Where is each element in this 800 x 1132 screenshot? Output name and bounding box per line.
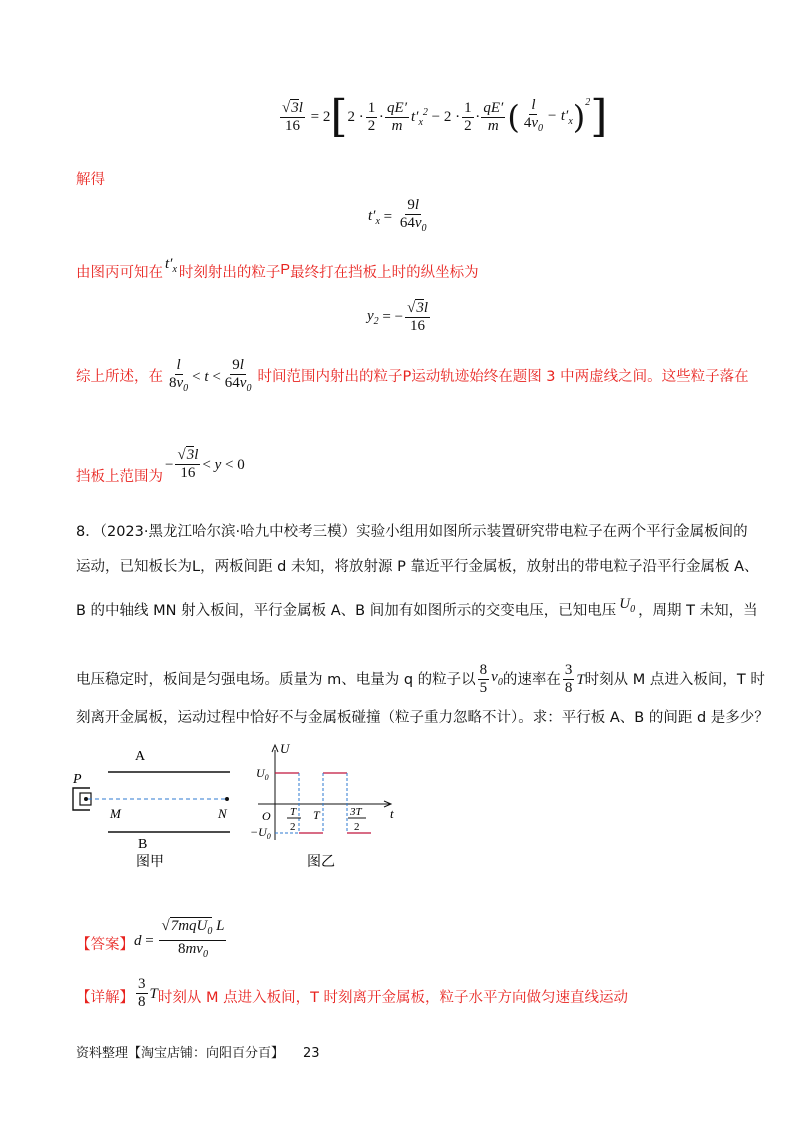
point-n-label: N <box>218 806 227 821</box>
figure-yi-caption: 图乙 <box>307 855 335 870</box>
summary-line: 综上所述，在 $\frac{l}{8v_0}$ < t < $\frac{9l}{64v_0}$ 时间范围内射出的粒子 P 运动轨迹始终在题图 3 中两虚线之间。这些粒子落在 <box>76 357 749 394</box>
detail-line: 【详解】 $\frac{3}{8}$ T 时刻从 M 点进入板间，T 时刻离开金属板，粒子水平方向做匀速直线运动 <box>76 976 629 1010</box>
svg-text:T: T <box>313 808 320 822</box>
question-line-3: B 的中轴线 MN 射入板间，平行金属板 A、B 间加有如图所示的交变电压，已知电压 $U_0$ ，周期 T 未知，当 <box>76 596 758 619</box>
figure-jia <box>70 740 250 870</box>
question-line-5: 刻离开金属板，运动过程中恰好不与金属板碰撞（粒子重力忽略不计）。求：平行板 A、B 的间距 d 是多少？ <box>76 710 769 726</box>
source-label: P <box>73 772 82 787</box>
svg-text:t: t <box>390 806 394 821</box>
equation-1: $\frac{√3l}{16}$ = 2 [ 2 · $\frac{1}{2}$ · $\frac{qE'}{m}$ $t'_x^2$ − 2 · $\frac{1}{2}$ · $\frac{qE'}{m}$ ( $\frac{l}{4v_0}$ − $t'_x$ ) $^2$ ] <box>282 91 608 142</box>
answer-line: 【答案】 d = $\frac{√7mqU_0 L}{8mv_0}$ <box>76 918 225 960</box>
question-line-1: 8．（2023·黑龙江哈尔滨·哈九中校考三模）实验小组用如图所示装置研究带电粒子在两个平行金属板间的 <box>76 524 748 540</box>
svg-text:U: U <box>280 741 290 756</box>
point-m-label: M <box>110 806 121 821</box>
source-dot <box>84 797 88 801</box>
figure-yi <box>250 740 400 870</box>
equation-3: $y_2$ = − $\frac{√3l}{16}$ <box>367 300 428 334</box>
svg-text:3T: 3T <box>350 806 362 818</box>
page-number: 23 <box>303 1046 320 1061</box>
range-line: 挡板上范围为 − $\frac{√3l}{16}$ < y < 0 <box>76 447 245 485</box>
svg-text:2: 2 <box>354 821 360 833</box>
footer-source: 资料整理【淘宝店铺：向阳百分百】 <box>76 1046 285 1061</box>
plate-a-label: A <box>135 749 146 764</box>
plate-b-label: B <box>138 837 148 852</box>
svg-text:2: 2 <box>290 821 296 833</box>
question-line-2: 运动，已知板长为L，两板间距 d 未知，将放射源 P 靠近平行金属板，放射出的带电粒子沿平行金属板 A、 <box>76 559 759 575</box>
solve-label: 解得 <box>76 172 105 188</box>
equation-2: $t'_x$ = $\frac{9l}{64v_0}$ <box>368 197 427 234</box>
svg-text:T: T <box>290 806 297 818</box>
svg-text:O: O <box>262 809 271 823</box>
u0-label: $U_0$ <box>256 766 269 782</box>
neg-u0-label: $-U_0$ <box>250 825 271 841</box>
question-line-4: 电压稳定时，板间是匀强电场。质量为 m、电量为 q 的粒子以 $\frac{8}{5}$ $v_0$ 的速率在 $\frac{3}{8}$ T 时刻从 M 点进入板间，T 时 <box>76 662 765 696</box>
intro-line: 由图丙可知在 $t'_x$ 时刻射出的粒子 P 最终打在挡板上时的纵坐标为 <box>76 256 479 281</box>
figure-jia-caption: 图甲 <box>136 855 164 870</box>
